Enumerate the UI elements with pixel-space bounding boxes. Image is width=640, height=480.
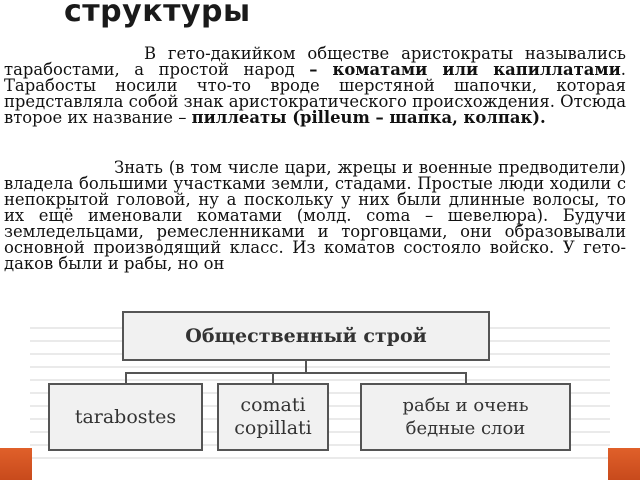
slaves-label-line-2: бедные слои (405, 418, 526, 439)
comati-label: comati (240, 394, 306, 416)
diagram-box-slaves (360, 383, 571, 451)
diagram-box-tarabostes: tarabostes (48, 383, 203, 451)
decorative-corner-right (608, 448, 640, 480)
p1-text-2: . Тарабосты носили что-то вроде шерстяной шапочки, которая представляла собой знак аристократического происхождения. Отсюда второе их название – (4, 60, 626, 127)
p1-bold-1: – коматами или капиллатами (309, 60, 621, 79)
p1-bold-2: пиллеаты (pilleum – шапка, колпак). (191, 108, 546, 127)
connector-horizontal (125, 372, 467, 374)
paragraph-2: Знать (в том числе цари, жрецы и военные предводители) владела большими участками земли, стадами. Простые люди ходили с непокрытой головой, ну а поскольку у них были длинные волосы, то их ещё именовали коматами (молд. coma – шевелюра). Будучи земледельцами, ремесленниками и торговцами, они образовывали основной производящий класс. Из коматов состояло войско. У гето-даков были и рабы, но он (4, 158, 626, 273)
copillati-label: copillati (234, 417, 312, 439)
slaves-label-line-1: рабы и очень (402, 395, 529, 416)
p1-text-1: В гето-дакийком обществе аристократы назывались тарабостами, а простой народ (4, 44, 626, 79)
decorative-corner-left (0, 448, 32, 480)
diagram-box-comati (217, 383, 329, 451)
diagram-root-box: Общественный строй (122, 311, 490, 361)
page-title: структуры (64, 0, 251, 29)
